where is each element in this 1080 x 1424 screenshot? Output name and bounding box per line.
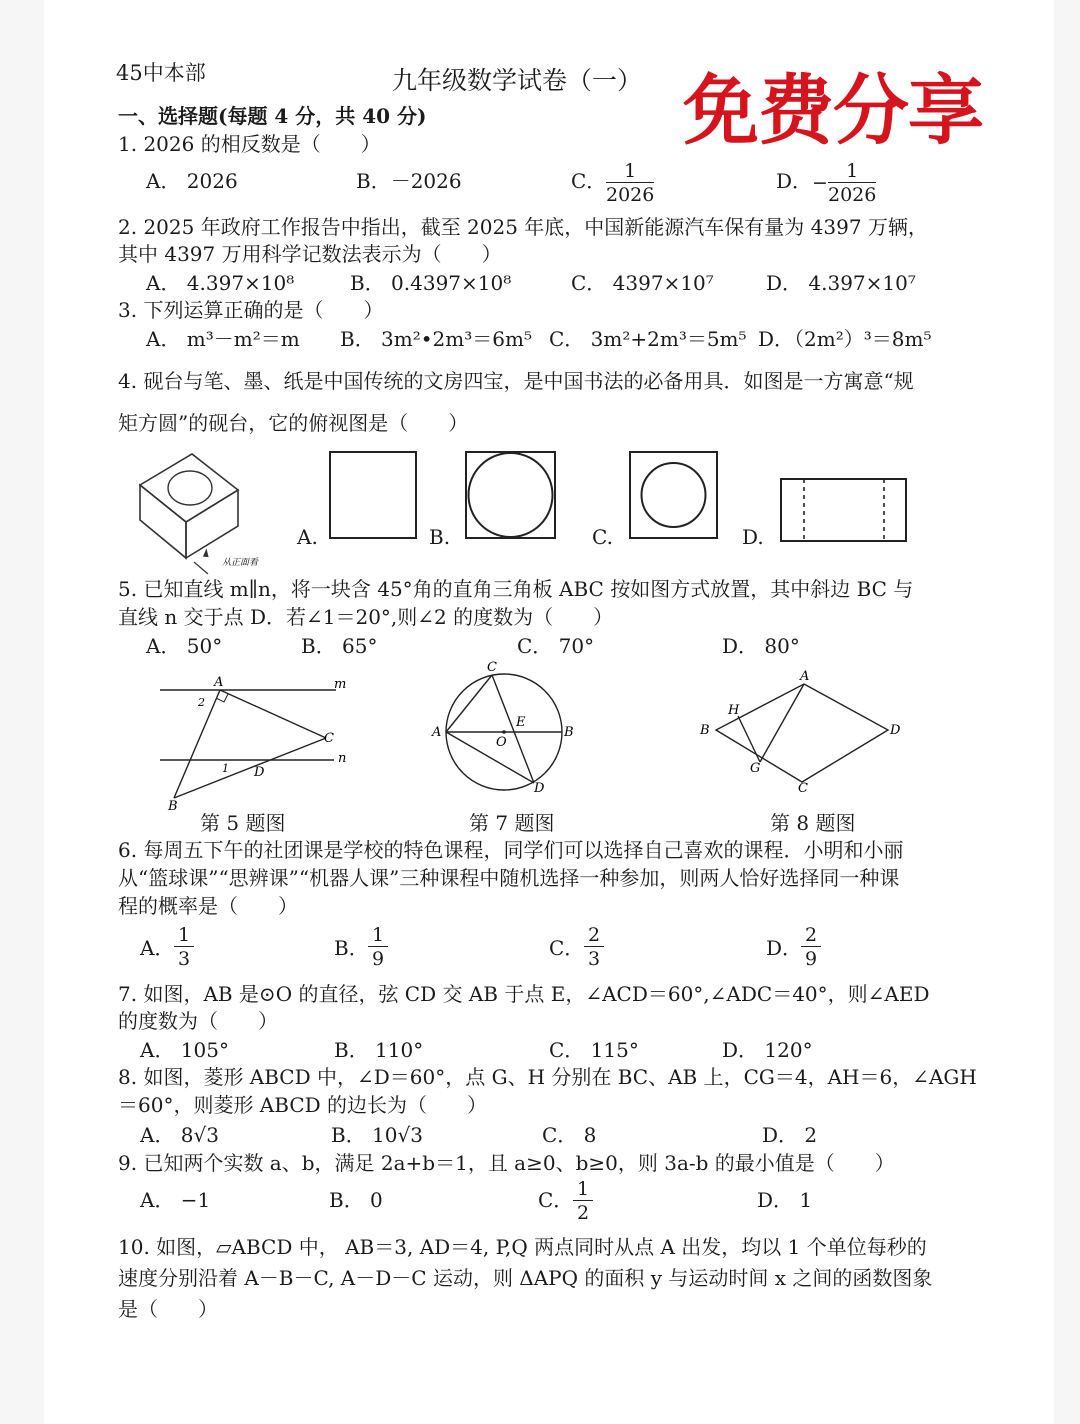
point-label-a: A: [214, 675, 224, 690]
fraction-denominator: 9: [805, 948, 818, 970]
fraction-numerator: 1: [828, 160, 876, 183]
q7-option-a: A． 105°: [140, 1038, 229, 1062]
q7-option-c: C． 115°: [549, 1038, 639, 1062]
q1-option-d: D．: [776, 169, 813, 193]
figure-7-caption: 第 7 题图: [469, 811, 555, 835]
fraction-denominator: 9: [372, 948, 385, 970]
q6-line-3: 程的概率是（ ）: [118, 894, 298, 918]
inkstone-3d-figure: [136, 450, 276, 570]
q4-option-c: C.: [592, 525, 613, 549]
q8-option-b: B． 10√3: [331, 1123, 423, 1147]
fraction-numerator: 2: [801, 924, 821, 947]
q8-line-1: 8. 如图，菱形 ABCD 中，∠D＝60°，点 G、H 分别在 BC、AB 上，CG＝4，AH＝6，∠AGH: [118, 1065, 977, 1089]
page-title: 九年级数学试卷（一）: [392, 66, 643, 95]
q3-option-c: C． 3m²+2m³＝5m⁵: [549, 327, 747, 351]
point-label-c: C: [798, 781, 808, 796]
fraction-numerator: 1: [368, 924, 388, 947]
q3-option-d: D．（2m²）³＝8m⁵: [758, 327, 932, 351]
q4-option-b: B.: [429, 525, 451, 549]
q7-line-2: 的度数为（ ）: [118, 1009, 278, 1033]
q6-b-fraction: [368, 924, 388, 971]
point-label-a: A: [432, 725, 442, 740]
q8-option-d: D． 2: [762, 1123, 818, 1147]
point-label-o: O: [496, 735, 507, 750]
q5-line-2: 直线 n 交于点 D．若∠1＝20°,则∠2 的度数为（ ）: [118, 605, 614, 629]
fraction-denominator: 2026: [828, 184, 877, 206]
q8-option-c: C． 8: [542, 1123, 597, 1147]
q4-option-d-rectangle: [780, 478, 908, 544]
q5-option-d: D． 80°: [722, 634, 800, 658]
q1-option-b: B．－2026: [356, 169, 462, 193]
q9-c-fraction: [573, 1178, 593, 1225]
q9-option-a: A． −1: [140, 1188, 211, 1212]
point-label-h: H: [728, 703, 740, 718]
q2-line-1: 2. 2025 年政府工作报告中指出，截至 2025 年底，中国新能源汽车保有量为 4397 万辆，: [118, 215, 928, 239]
q9-option-c: C．: [538, 1188, 574, 1212]
q1-c-fraction: [606, 160, 654, 207]
free-share-stamp: 免费分享: [683, 66, 983, 155]
q6-a-fraction: [174, 924, 194, 971]
q7-option-b: B． 110°: [334, 1038, 424, 1062]
point-label-a: A: [800, 669, 810, 684]
q4-option-b-circle-in-square: [465, 451, 557, 541]
q6-option-b: B．: [334, 936, 369, 960]
figure-7-diagram: [432, 660, 578, 806]
q10-line-2: 速度分别沿着 A－B－C, A－D－C 运动，则 ΔAPQ 的面积 y 与运动时间 x 之间的函数图象: [118, 1266, 933, 1290]
fraction-numerator: 1: [174, 924, 194, 947]
q9-option-d: D． 1: [757, 1188, 813, 1212]
q3-option-a: A． m³－m²＝m: [146, 327, 300, 351]
fraction-denominator: 3: [178, 948, 191, 970]
q6-c-fraction: [584, 924, 604, 971]
q2-line-2: 其中 4397 万用科学记数法表示为（ ）: [118, 242, 502, 266]
q7-line-1: 7. 如图，AB 是⊙O 的直径，弦 CD 交 AB 于点 E，∠ACD＝60°,∠ADC＝40°，则∠AED: [118, 982, 930, 1006]
q2-option-c: C． 4397×10⁷: [571, 271, 714, 295]
q4-option-d: D.: [742, 525, 764, 549]
figure-8-caption: 第 8 题图: [770, 811, 856, 835]
q6-line-1: 6. 每周五下午的社团课是学校的特色课程，同学们可以选择自己喜欢的课程．小明和小丽: [118, 838, 904, 862]
q6-option-d: D．: [766, 936, 803, 960]
q10-line-1: 10. 如图，▱ABCD 中， AB＝3, AD＝4, P,Q 两点同时从点 A 出发，均以 1 个单位每秒的: [118, 1235, 927, 1259]
school-label: 45中本部: [116, 61, 206, 85]
fraction-denominator: 2: [577, 1202, 590, 1224]
line-label-n: n: [338, 751, 347, 766]
q3-option-b: B． 3m²•2m³＝6m⁵: [340, 327, 532, 351]
point-label-g: G: [750, 761, 761, 776]
q4-line-2: 矩方圆”的砚台，它的俯视图是（ ）: [118, 411, 469, 435]
q1-option-c: C．: [571, 169, 607, 193]
point-label-b: B: [168, 799, 178, 814]
q6-option-a: A．: [140, 936, 175, 960]
point-label-c: C: [487, 660, 497, 675]
fraction-numerator: 1: [573, 1178, 593, 1201]
fraction-numerator: 1: [606, 160, 654, 183]
q8-line-2: ＝60°，则菱形 ABCD 的边长为（ ）: [118, 1093, 488, 1117]
q5-option-a: A． 50°: [146, 634, 223, 658]
q6-option-c: C．: [549, 936, 585, 960]
front-view-note: 从正面看: [222, 558, 259, 568]
q4-option-c-small-circle: [629, 451, 719, 541]
figure-5-diagram: [158, 672, 358, 812]
q4-option-a-square: [329, 451, 419, 541]
q6-line-2: 从“篮球课”“思辨课”“机器人课”三种课程中随机选择一种参加，则两人恰好选择同一种课: [118, 866, 900, 890]
point-label-b: B: [700, 723, 710, 738]
q9-option-b: B． 0: [329, 1188, 383, 1212]
q2-option-d: D． 4.397×10⁷: [766, 271, 916, 295]
angle-label-1: 1: [222, 762, 229, 775]
q5-option-c: C． 70°: [517, 634, 595, 658]
q8-option-a: A． 8√3: [140, 1123, 219, 1147]
q6-d-fraction: [801, 924, 821, 971]
point-label-c: C: [324, 731, 334, 746]
section-heading: 一、选择题(每题 4 分，共 40 分): [118, 104, 427, 128]
angle-label-2: 2: [198, 696, 205, 709]
line-label-m: m: [334, 677, 347, 692]
q1-stem: 1. 2026 的相反数是（ ）: [118, 132, 381, 156]
point-label-d: D: [534, 781, 545, 796]
q1-option-a: A． 2026: [146, 169, 238, 193]
point-label-e: E: [516, 715, 526, 730]
q5-option-b: B． 65°: [301, 634, 378, 658]
q4-line-1: 4. 砚台与笔、墨、纸是中国传统的文房四宝，是中国书法的必备用具．如图是一方寓意“规: [118, 369, 914, 393]
point-label-d: D: [890, 723, 901, 738]
q1-d-fraction: [812, 160, 877, 207]
fraction-numerator: 2: [584, 924, 604, 947]
q2-option-a: A． 4.397×10⁸: [146, 271, 295, 295]
point-label-b: B: [564, 725, 574, 740]
minus-sign: −: [812, 172, 828, 194]
figure-5-caption: 第 5 题图: [200, 811, 286, 835]
point-label-d: D: [254, 765, 265, 780]
q10-line-3: 是（ ）: [118, 1297, 218, 1321]
q7-option-d: D． 120°: [722, 1038, 813, 1062]
q2-option-b: B． 0.4397×10⁸: [350, 271, 512, 295]
figure-8-diagram: [698, 668, 908, 798]
q3-stem: 3. 下列运算正确的是（ ）: [118, 298, 384, 322]
fraction-denominator: 3: [588, 948, 601, 970]
q4-option-a: A.: [297, 525, 318, 549]
fraction-denominator: 2026: [606, 184, 655, 206]
q5-line-1: 5. 已知直线 m∥n，将一块含 45°角的直角三角板 ABC 按如图方式放置，其中斜边 BC 与: [118, 577, 914, 601]
q9-stem: 9. 已知两个实数 a、b，满足 2a+b＝1，且 a≥0、b≥0，则 3a-b 的最小值是（ ）: [118, 1151, 895, 1175]
